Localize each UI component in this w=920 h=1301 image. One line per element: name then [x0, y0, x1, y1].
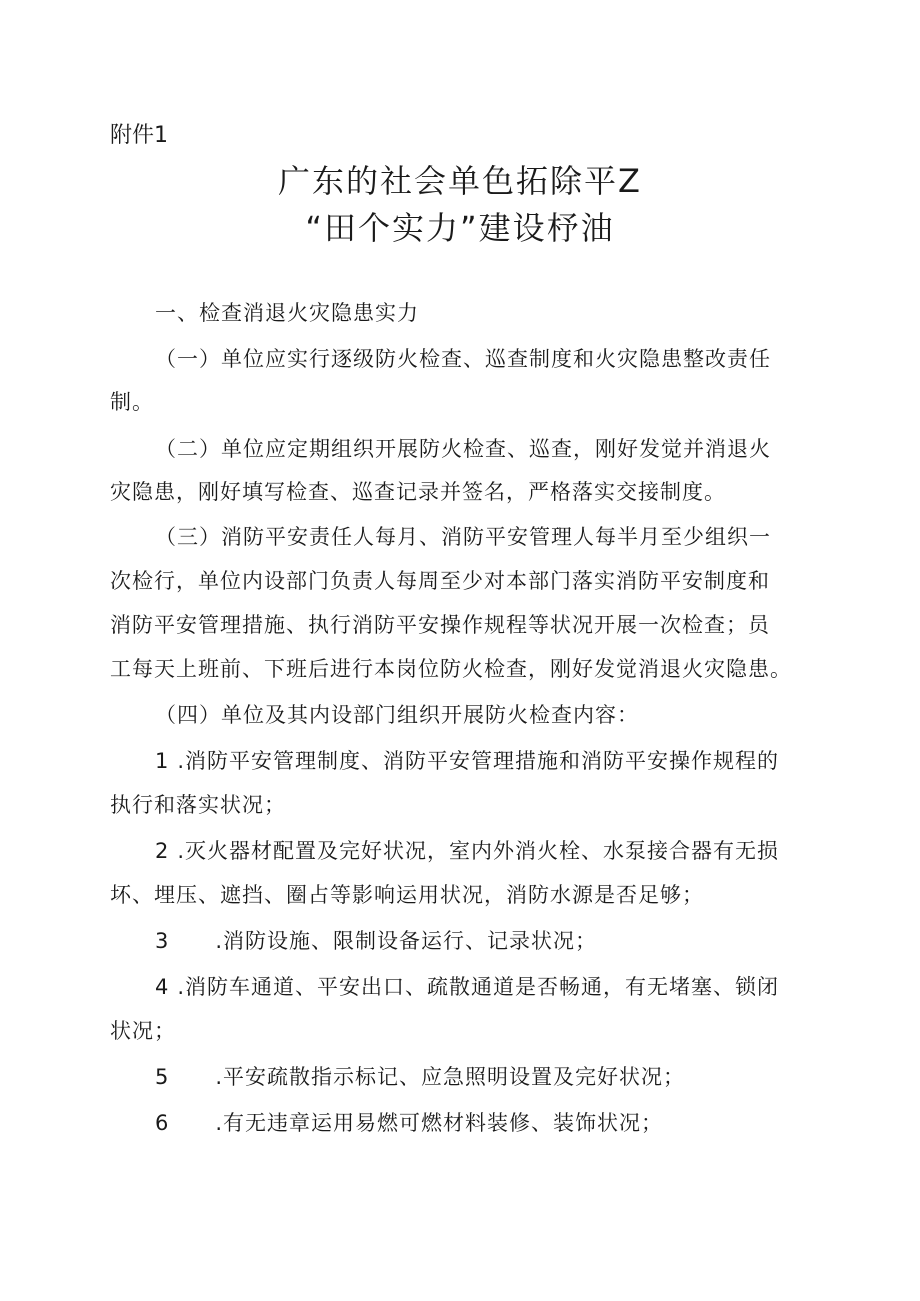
item-text: .消防设施、限制设备运行、记录状况；	[215, 929, 598, 953]
document-title-line-2: “田个实力”建设杼油	[305, 209, 615, 247]
item-number: 3	[155, 929, 170, 953]
item-text: .消防平安管理制度、消防平安管理措施和消防平安操作规程的	[177, 749, 780, 773]
item-number: 2	[155, 839, 170, 863]
item-number: 4	[155, 975, 170, 999]
list-item	[155, 1107, 663, 1137]
list-item	[155, 745, 779, 775]
list-item	[155, 1061, 685, 1091]
section-heading: 一、检查消退火灾隐患实力	[155, 301, 419, 325]
list-item	[155, 835, 779, 865]
item-text: .灭火器材配置及完好状况，室内外消火栓、水泵接合器有无损	[177, 839, 780, 863]
paragraph-2-line-2: 灾隐患，刚好填写检查、巡查记录并签名，严格落实交接制度。	[110, 480, 726, 504]
paragraph-3-line-2: 次检行，单位内设部门负责人每周至少对本部门落实消防平安制度和	[110, 569, 770, 593]
paragraph-1-line-1: （一）单位应实行逐级防火检查、巡查制度和火灾隐患整改责任	[155, 347, 771, 371]
item-text: .消防车通道、平安出口、疏散通道是否畅通，有无堵塞、锁闭	[177, 975, 780, 999]
item-text: .有无违章运用易燃可燃材料装修、装饰状况；	[215, 1111, 664, 1135]
paragraph-3-line-4: 工每天上班前、下班后进行本岗位防火检查，刚好发觉消退火灾隐患。	[110, 657, 792, 681]
document-title-line-1: 广东的社会单色拓除平Z	[278, 162, 642, 200]
list-item	[155, 971, 779, 1001]
list-item-continuation: 坏、埋压、遮挡、圈占等影响运用状况，消防水源是否足够；	[110, 883, 704, 907]
list-item-continuation: 执行和落实状况；	[110, 793, 286, 817]
item-number: 5	[155, 1065, 170, 1089]
item-text: .平安疏散指示标记、应急照明设置及完好状况；	[215, 1065, 686, 1089]
paragraph-3-line-1: （三）消防平安责任人每月、消防平安管理人每半月至少组织一	[155, 525, 771, 549]
paragraph-1-line-2: 制。	[110, 390, 154, 414]
list-item-continuation: 状况；	[110, 1019, 176, 1043]
list-item	[155, 925, 597, 955]
paragraph-4: （四）单位及其内设部门组织开展防火检查内容：	[155, 703, 639, 727]
annex-label: 附件1	[110, 123, 168, 148]
item-number: 1	[155, 749, 170, 773]
paragraph-2-line-1: （二）单位应定期组织开展防火检查、巡查，刚好发觉并消退火	[155, 437, 771, 461]
paragraph-3-line-3: 消防平安管理措施、执行消防平安操作规程等状况开展一次检查；员	[110, 613, 770, 637]
item-number: 6	[155, 1111, 170, 1135]
